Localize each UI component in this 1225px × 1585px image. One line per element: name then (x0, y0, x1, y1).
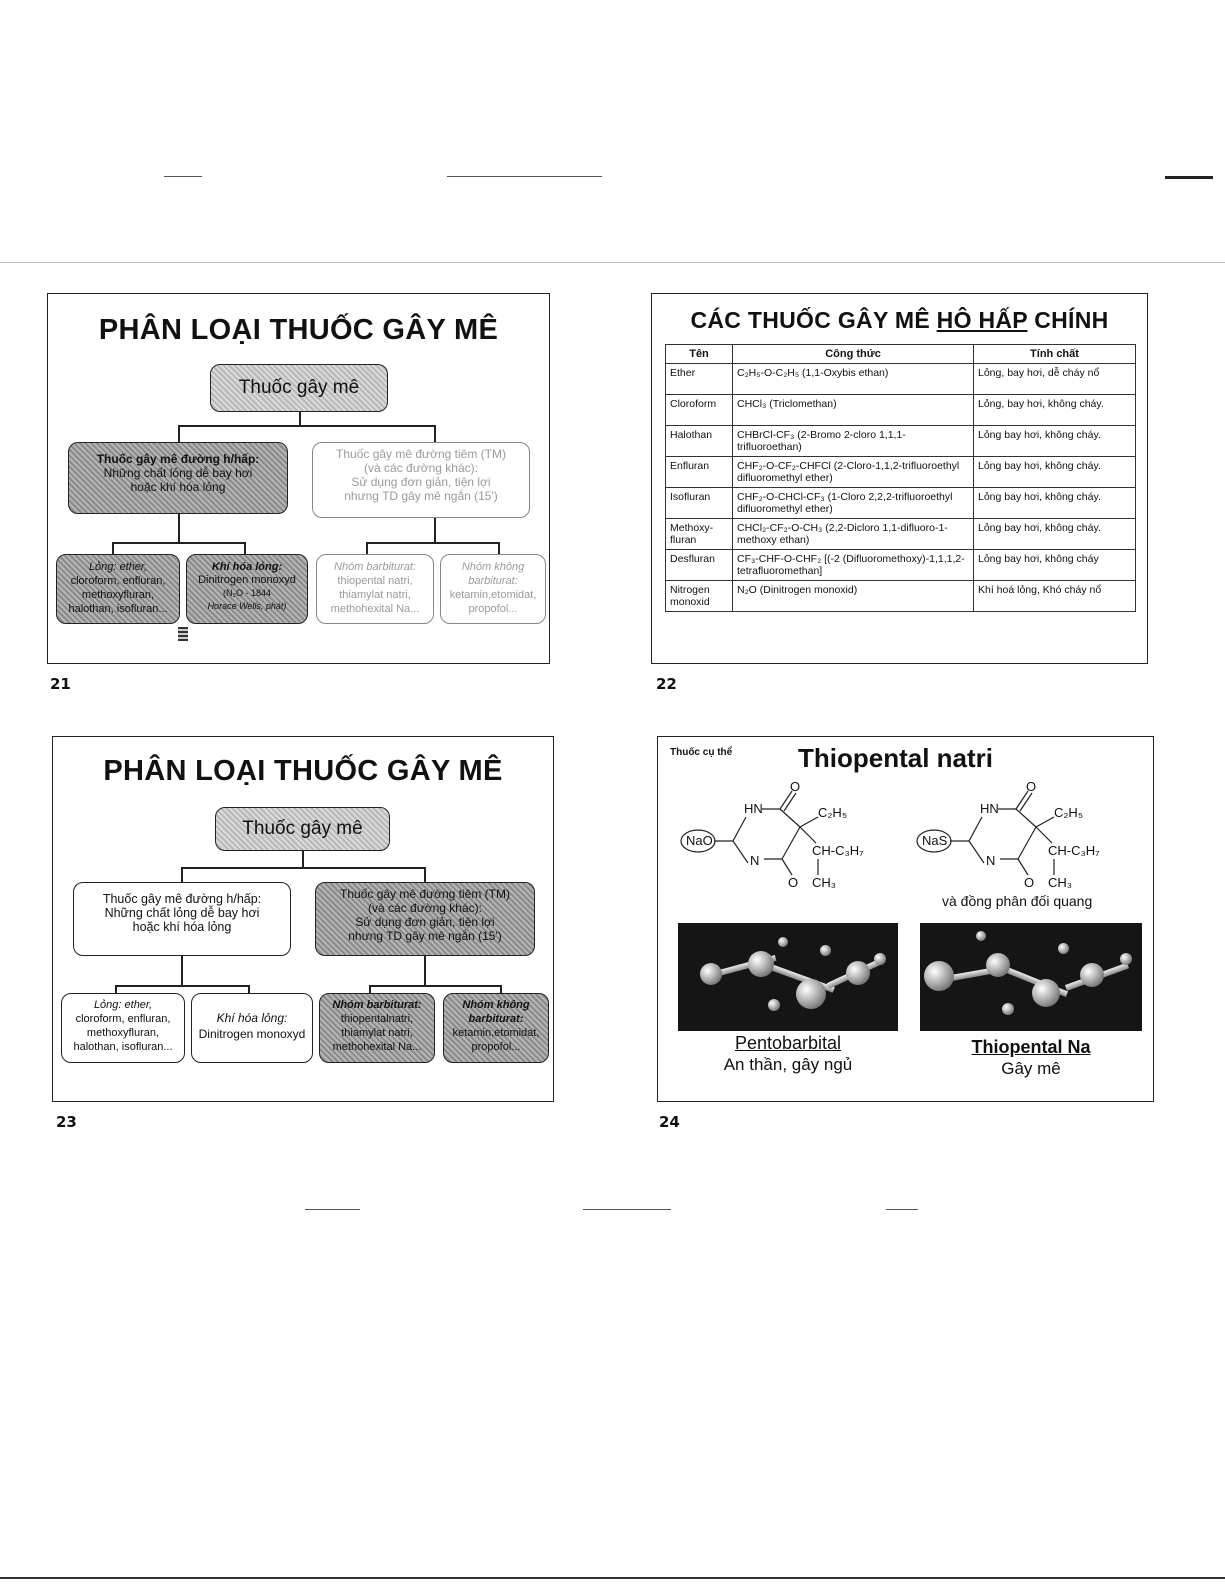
scan-rule (583, 1209, 671, 1210)
connector (181, 867, 183, 882)
atom (874, 953, 886, 965)
leaf-line: ketamin,etomidat, (452, 1027, 540, 1039)
formula-cell: C₂H₅-O-C₂H₅ (1,1-Oxybis ethan) (733, 364, 974, 395)
thiopental-structure (914, 779, 1134, 897)
connector (366, 542, 368, 554)
table-header-row (666, 345, 1136, 364)
table-row (666, 364, 1136, 395)
diagram-root-node (210, 364, 388, 412)
node-line: nhưng TD gây mê ngắn (15') (344, 489, 498, 503)
node-line: (và các đường khác): (364, 461, 478, 475)
non-barbiturate-leaf (440, 554, 546, 624)
leaf-line: methohexital Na... (330, 603, 420, 615)
drug-name-cell: Nitrogen monoxid (666, 581, 733, 612)
connector (178, 425, 180, 442)
pentobarbital-use: An thần, gây ngủ (723, 1055, 853, 1074)
connector (369, 985, 371, 993)
slide-title: PHÂN LOẠI THUỐC GÂY MÊ (103, 755, 503, 787)
side-chain-label: CH-C₃H₇ (812, 843, 864, 858)
title-part: CÁC THUỐC GÂY MÊ (690, 307, 937, 333)
page-number: 24 (659, 1113, 680, 1131)
connector (424, 956, 426, 986)
formula-cell: CHBrCl-CF₃ (2-Bromo 2-cloro 1,1,1-trifluoroethan) (733, 426, 974, 457)
table-row (666, 488, 1136, 519)
title-part: CHÍNH (1027, 307, 1109, 333)
slide-21 (47, 293, 550, 664)
ethyl-label: C₂H₅ (818, 805, 848, 820)
page-number: 21 (50, 675, 71, 693)
leaf-line: Nhóm không (462, 999, 530, 1011)
leaf-line: cloroform, enfluran, (75, 1013, 171, 1025)
injection-branch-node (312, 442, 530, 518)
atom (748, 951, 774, 977)
leaf-line: cloroform, enfluran, (70, 575, 166, 587)
scan-rule (1165, 176, 1213, 179)
slide-tag: Thuốc cụ thể (670, 747, 733, 758)
table-row (666, 426, 1136, 457)
connector (299, 412, 301, 426)
salt-label: NaS (922, 833, 948, 848)
connector (424, 867, 426, 882)
leaf-line: thiopentalnatri, (340, 1013, 414, 1025)
table-row (666, 457, 1136, 488)
atom (796, 979, 826, 1009)
slide-22 (651, 293, 1148, 664)
leaf-line: Nhóm barbiturat: (334, 561, 416, 573)
table-row (666, 550, 1136, 581)
property-cell: Lỏng bay hơi, không cháy. (974, 457, 1136, 488)
connector (366, 542, 499, 544)
connector (434, 518, 436, 543)
injection-branch-node (315, 882, 535, 956)
scan-rule (447, 176, 602, 177)
oxygen-label: O (790, 779, 801, 794)
thiopental-3d-model-image (920, 923, 1142, 1031)
table-row (666, 581, 1136, 612)
atom (700, 963, 722, 985)
barbiturate-leaf (319, 993, 435, 1063)
node-line: Sử dụng đơn giản, tiện lợi (355, 915, 495, 929)
connector (178, 514, 180, 543)
connector (178, 425, 435, 427)
pentobarbital-structure (678, 779, 888, 897)
drug-name-cell: Cloroform (666, 395, 733, 426)
slide-24 (657, 736, 1154, 1102)
col-header: Công thức (733, 345, 974, 364)
leaf-line: Lỏng: ether, (93, 999, 153, 1011)
connector (112, 542, 245, 544)
leaf-line: Horace Wells, phát) (207, 601, 287, 611)
connector (244, 542, 246, 554)
connector (181, 867, 425, 869)
leaf-line: Dinitrogen monoxyd (198, 1027, 306, 1041)
slide-title (652, 307, 1147, 334)
drug-name-cell: Ether (666, 364, 733, 395)
n-label: N (986, 853, 996, 868)
property-cell: Khí hoá lỏng, Khó cháy nổ (974, 581, 1136, 612)
node-line: Thuốc gây mê đường tiêm (TM) (340, 887, 510, 901)
leaf-line: Nhóm không (461, 561, 525, 573)
formula-cell: CHCl₂-CF₂-O-CH₃ (2,2-Dicloro 1,1-difluoro-1-methoxy ethan) (733, 519, 974, 550)
formula-cell: CHF₂-O-CHCl-CF₃ (1-Cloro 2,2,2-trifluoroethyl difluoromethyl ether) (733, 488, 974, 519)
node-line: Thuốc gây mê đường tiêm (TM) (336, 447, 506, 461)
scan-rule (0, 262, 1225, 263)
table-row (666, 519, 1136, 550)
table-row (666, 395, 1136, 426)
property-cell: Lỏng bay hơi, không cháy. (974, 488, 1136, 519)
connector (115, 985, 249, 987)
scan-rule (886, 1209, 918, 1210)
node-line: hoặc khí hóa lỏng (132, 920, 232, 934)
isomer-note: và đồng phân đối quang (942, 893, 1093, 909)
leaf-line: Lỏng: ether, (88, 561, 148, 573)
connector (181, 956, 183, 986)
oxygen-label: O (788, 875, 799, 890)
col-header: Tính chất (974, 345, 1136, 364)
liquefied-gas-leaf (191, 993, 313, 1063)
leaf-line: halothan, isofluran... (68, 603, 168, 615)
leaf-line: Khí hóa lỏng: (216, 1011, 288, 1025)
property-cell: Lỏng bay hơi, không cháy. (974, 519, 1136, 550)
drug-name-cell: Halothan (666, 426, 733, 457)
leaf-line: barbiturat: (468, 1013, 524, 1025)
formula-cell: CHF₂-O-CF₂-CHFCl (2-Cloro-1,1,2-trifluoroethyl difluoromethyl ether) (733, 457, 974, 488)
diagram-root-node (215, 807, 390, 851)
leaf-line: propofol... (468, 603, 518, 615)
slide-23 (52, 736, 554, 1102)
leaf-line: barbiturat: (468, 575, 518, 587)
ethyl-label: C₂H₅ (1054, 805, 1084, 820)
atom (976, 931, 986, 941)
node-line: hoặc khí hóa lỏng (130, 480, 226, 494)
slide-title: Thiopental natri (798, 743, 993, 773)
title-underlined: HÔ HẤP (936, 307, 1028, 333)
node-line: Những chất lỏng dễ bay hơi (104, 906, 260, 920)
property-cell: Lỏng bay hơi, không cháy. (974, 426, 1136, 457)
connector (115, 985, 117, 993)
leaf-line: Nhóm barbiturat: (332, 999, 422, 1011)
atom (1080, 963, 1104, 987)
leaf-line: (N₂O - 1844 (222, 588, 271, 598)
drug-name-cell: Isofluran (666, 488, 733, 519)
liquefied-gas-leaf (186, 554, 308, 624)
atom (778, 937, 788, 947)
property-cell: Lỏng, bay hơi, dễ cháy nổ (974, 364, 1136, 395)
pentobarbital-3d-model-image (678, 923, 898, 1031)
formula-cell: CF₃-CHF-O-CHF₂ [(-2 (Difluoromethoxy)-1,1,1,2-tetrafluoromethan] (733, 550, 974, 581)
node-line: Thuốc gây mê đường h/hấp: (96, 452, 260, 466)
atom (768, 999, 780, 1011)
atom (986, 953, 1010, 977)
node-line: nhưng TD gây mê ngắn (15') (348, 929, 502, 943)
leaf-line: halothan, isofluran... (73, 1041, 173, 1053)
leaf-line: ketamin,etomidat, (449, 589, 537, 601)
slide-title: PHÂN LOẠI THUỐC GÂY MÊ (98, 314, 499, 346)
liquid-agents-leaf (56, 554, 180, 624)
pentobarbital-name: Pentobarbital (734, 1033, 842, 1053)
connector (369, 985, 501, 987)
atom (846, 961, 870, 985)
leaf-line: propofol... (471, 1041, 521, 1053)
n-label: N (750, 853, 760, 868)
drug-name-cell: Methoxy-fluran (666, 519, 733, 550)
root-label: Thuốc gây mê (238, 377, 360, 398)
thiopental-name: Thiopental Na (971, 1037, 1091, 1057)
leaf-line: Khí hóa lỏng: (211, 561, 283, 573)
anesthetics-table (665, 344, 1136, 612)
connector (434, 425, 436, 442)
oxygen-label: O (1024, 875, 1035, 890)
connector (248, 985, 250, 993)
barbiturate-leaf (316, 554, 434, 624)
oxygen-label: O (1026, 779, 1037, 794)
hn-label: HN (744, 801, 763, 816)
leaf-line: Dinitrogen monoxyd (198, 574, 296, 586)
leaf-line: thiamylat natri, (339, 589, 411, 601)
methyl-label: CH₃ (812, 875, 837, 890)
atom (820, 945, 831, 956)
leaf-line: thiamylat natri, (341, 1027, 413, 1039)
scan-rule (305, 1209, 360, 1210)
inhalation-branch-node (73, 882, 291, 956)
drug-name-cell: Desfluran (666, 550, 733, 581)
non-barbiturate-leaf (443, 993, 549, 1063)
drug-name-cell: Enfluran (666, 457, 733, 488)
inhalation-branch-node (68, 442, 288, 514)
methyl-label: CH₃ (1048, 875, 1073, 890)
side-chain-label: CH-C₃H₇ (1048, 843, 1100, 858)
connector (498, 542, 500, 554)
thiopental-use: Gây mê (1001, 1059, 1061, 1078)
page-number: 23 (56, 1113, 77, 1131)
property-cell: Lỏng, bay hơi, không cháy. (974, 395, 1136, 426)
connector (302, 851, 304, 868)
property-cell: Lỏng bay hơi, không cháy (974, 550, 1136, 581)
atom (1120, 953, 1132, 965)
liquid-agents-leaf (61, 993, 185, 1063)
formula-cell: N₂O (Dinitrogen monoxid) (733, 581, 974, 612)
scan-rule (164, 176, 202, 177)
atom (1002, 1003, 1014, 1015)
leaf-line: methoxyfluran, (86, 1027, 160, 1039)
col-header: Tên (666, 345, 733, 364)
leaf-line: methohexital Na... (332, 1041, 422, 1053)
salt-label: NaO (686, 833, 713, 848)
cursor-icon (178, 627, 188, 641)
node-line: Thuốc gây mê đường h/hấp: (102, 892, 262, 906)
node-line: Sử dụng đơn giản, tiện lợi (351, 475, 491, 489)
connector (500, 985, 502, 993)
atom (924, 961, 954, 991)
hn-label: HN (980, 801, 999, 816)
node-line: Những chất lỏng dễ bay hơi (103, 466, 253, 480)
node-line: (và các đường khác): (368, 901, 482, 915)
atom (1032, 979, 1060, 1007)
connector (112, 542, 114, 554)
atom (1058, 943, 1069, 954)
leaf-line: methoxyfluran, (81, 589, 155, 601)
root-label: Thuốc gây mê (242, 818, 363, 839)
formula-cell: CHCl₃ (Triclomethan) (733, 395, 974, 426)
leaf-line: thiopental natri, (337, 575, 413, 587)
scan-rule (0, 1577, 1225, 1579)
page-number: 22 (656, 675, 677, 693)
